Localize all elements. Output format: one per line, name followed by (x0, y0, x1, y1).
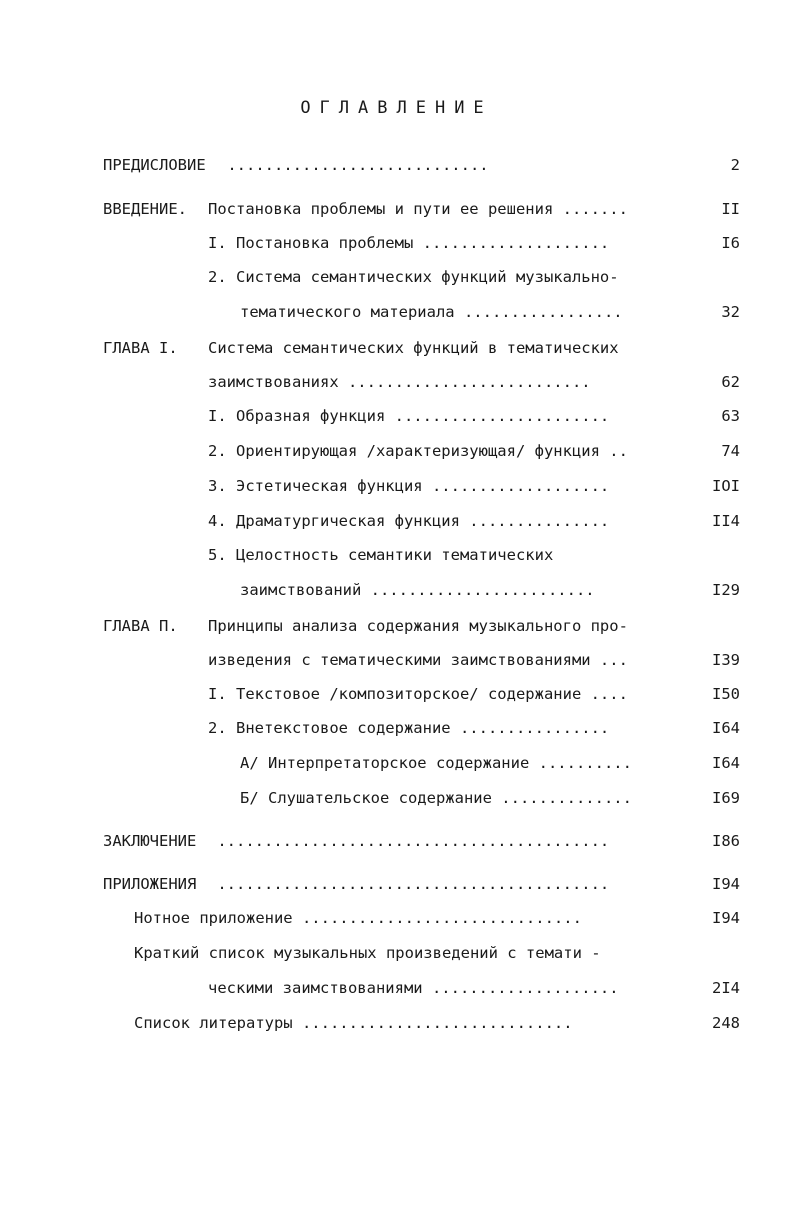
entry-text: Нотное приложение .............................. (134, 909, 582, 927)
entry-text: А/ Интерпретаторское содержание .......... (240, 754, 632, 772)
entry-text: заимствованиях .......................... (208, 373, 591, 391)
entry-heading: ПРЕДИСЛОВИЕ (103, 156, 206, 174)
entry-text: Система семантических функций в тематических (208, 339, 619, 357)
toc-entry (0, 906, 793, 930)
entry-text: 2. Система семантических функций музыкально- (208, 268, 619, 286)
toc-entry (0, 439, 793, 463)
entry-text: I. Текстовое /композиторское/ содержание .... (208, 685, 628, 703)
entry-heading: ГЛАВА I. (103, 339, 178, 357)
entry-text: ............................ (218, 156, 489, 174)
entry-page: I6 (721, 234, 740, 252)
entry-page: II4 (712, 512, 740, 530)
entry-page: I39 (712, 651, 740, 669)
entry-page: 63 (721, 407, 740, 425)
entry-text: .......................................... (208, 832, 610, 850)
entry-heading: ГЛАВА П. (103, 617, 178, 635)
entry-text: Принципы анализа содержания музыкального про- (208, 617, 628, 635)
toc-entry-chapter-2 (0, 614, 793, 638)
entry-text: заимствований ........................ (240, 581, 595, 599)
entry-page: I64 (712, 719, 740, 737)
toc-entry (0, 404, 793, 428)
entry-text: Краткий список музыкальных произведений с темати - (134, 944, 601, 962)
entry-text: ческими заимствованиями .................... (208, 979, 619, 997)
toc-entry-chapter-1 (0, 336, 793, 360)
toc-entry (0, 941, 793, 965)
toc-entry-conclusion (0, 829, 793, 853)
entry-page: I69 (712, 789, 740, 807)
toc-entry (0, 300, 793, 324)
entry-page: IOI (712, 477, 740, 495)
entry-page: I64 (712, 754, 740, 772)
entry-heading: ЗАКЛЮЧЕНИЕ (103, 832, 197, 850)
toc-entry (0, 231, 793, 255)
entry-text: 2. Ориентирующая /характеризующая/ функция .. (208, 442, 628, 460)
entry-text: 2. Внетекстовое содержание ................ (208, 719, 610, 737)
entry-text: 5. Целостность семантики тематических (208, 546, 554, 564)
toc-entry-preface (0, 153, 793, 177)
toc-entry (0, 682, 793, 706)
toc-entry (0, 474, 793, 498)
entry-text: Список литературы ............................. (134, 1014, 573, 1032)
toc-entry (0, 578, 793, 602)
entry-text: I. Постановка проблемы .................... (208, 234, 610, 252)
toc-entry (0, 751, 793, 775)
entry-page: 62 (721, 373, 740, 391)
toc-entry (0, 265, 793, 289)
entry-page: I86 (712, 832, 740, 850)
entry-page: 2I4 (712, 979, 740, 997)
entry-text: Б/ Слушательское содержание .............. (240, 789, 632, 807)
entry-text: 3. Эстетическая функция ................... (208, 477, 610, 495)
toc-entry-appendices (0, 872, 793, 896)
entry-page: I94 (712, 875, 740, 893)
entry-text: Постановка проблемы и пути ее решения ....... (208, 200, 628, 218)
toc-entry (0, 976, 793, 1000)
entry-text: I. Образная функция ....................... (208, 407, 610, 425)
entry-text: тематического материала ................. (240, 303, 623, 321)
entry-page: 32 (721, 303, 740, 321)
toc-entry (0, 648, 793, 672)
entry-page: 74 (721, 442, 740, 460)
entry-page: I50 (712, 685, 740, 703)
page-title: ОГЛАВЛЕНИЕ (300, 98, 493, 118)
entry-heading: ВВЕДЕНИЕ. (103, 200, 187, 218)
entry-text: 4. Драматургическая функция ............... (208, 512, 610, 530)
toc-entry (0, 1011, 793, 1035)
entry-page: II (721, 200, 740, 218)
toc-entry (0, 370, 793, 394)
entry-text: .......................................... (208, 875, 610, 893)
toc-entry (0, 716, 793, 740)
entry-page: I29 (712, 581, 740, 599)
entry-page: I94 (712, 909, 740, 927)
toc-entry (0, 786, 793, 810)
entry-heading: ПРИЛОЖЕНИЯ (103, 875, 197, 893)
entry-text: изведения с тематическими заимствованиями ... (208, 651, 628, 669)
entry-page: 248 (712, 1014, 740, 1032)
toc-entry (0, 509, 793, 533)
toc-entry-introduction (0, 197, 793, 221)
toc-entry (0, 543, 793, 567)
entry-page: 2 (730, 156, 740, 174)
